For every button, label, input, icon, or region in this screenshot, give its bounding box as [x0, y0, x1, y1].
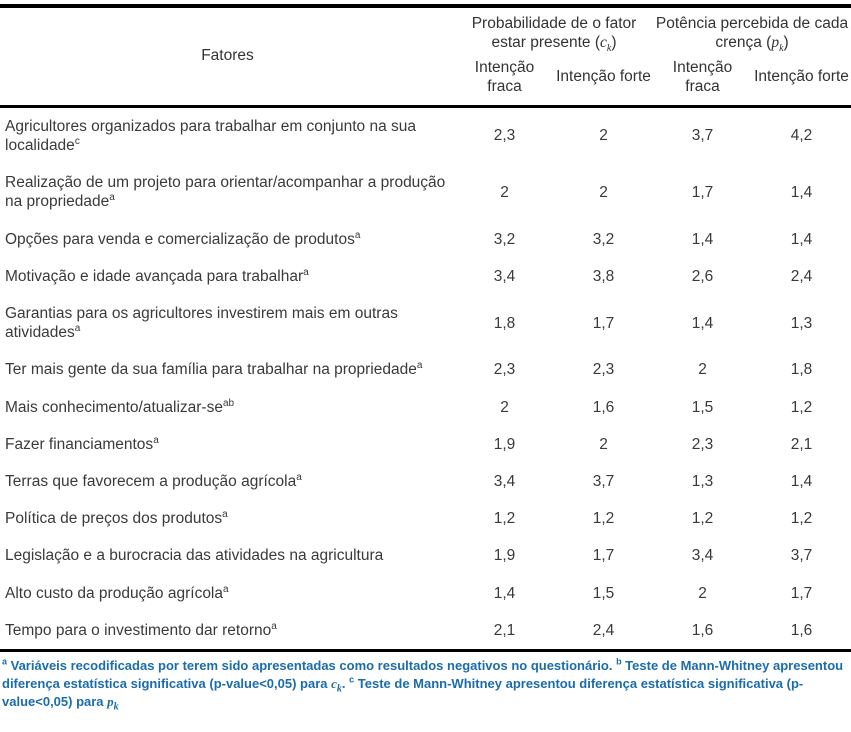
table-row [0, 221, 851, 258]
table-row [0, 351, 851, 388]
table-row [0, 575, 851, 612]
factor-label: Ter mais gente da sua família para trabalhar na propriedade$^a$ [5, 360, 423, 379]
value-cell: 1,7 [790, 584, 813, 602]
value-cell: 1,7 [592, 314, 615, 332]
table-row [0, 258, 851, 295]
factor-label: Realização de um projeto para orientar/acompanhar a produção na propriedade$^a$ [5, 174, 446, 211]
value-cell: 1,6 [592, 398, 615, 416]
factor-footnote-marker: c [74, 135, 80, 147]
table-row [0, 295, 851, 351]
group2-text: Potência percebida de cada crença ( [655, 15, 849, 51]
value-cell: 3,7 [790, 547, 813, 565]
value-cell: 1,4 [493, 584, 516, 602]
sub-header-weak-intention-c: Intenção fraca [474, 58, 535, 95]
value-cell: 1,2 [790, 398, 813, 416]
value-cell: 1,5 [691, 398, 714, 416]
group1-close: ) [611, 33, 617, 51]
value-cell: 2 [599, 127, 608, 145]
table-row [0, 500, 851, 537]
value-cell: 2,3 [493, 127, 516, 145]
value-cell: 3,7 [691, 127, 714, 145]
beliefs-table [0, 4, 851, 652]
group1-text: Probabilidade de o fator estar presente ( [471, 15, 637, 51]
factor-label: Fazer financiamentos$^a$ [5, 434, 159, 453]
value-cell: 1,6 [691, 621, 714, 639]
value-cell: 1,3 [691, 473, 714, 491]
value-cell: 1,4 [691, 230, 714, 248]
table-row [0, 106, 851, 164]
value-cell: 2 [500, 183, 509, 201]
factor-footnote-marker: a [109, 192, 115, 204]
table-row [0, 463, 851, 500]
factor-label: Garantias para os agricultores investirem mais em outras atividades$^a$ [5, 304, 398, 342]
value-cell: 1,4 [790, 473, 813, 491]
factor-label: Agricultores organizados para trabalhar em conjunto na sua localidade$^c$ [5, 117, 416, 154]
table-body [0, 106, 851, 651]
value-cell: 2,3 [592, 361, 615, 379]
sub-header-strong-intention-p: Intenção forte [754, 68, 849, 86]
value-cell: 3,4 [493, 473, 516, 491]
factor-footnote-marker: a [74, 323, 81, 334]
value-cell: 1,2 [592, 510, 615, 528]
factor-footnote-marker: a [303, 266, 309, 278]
factor-label: Opções para venda e comercialização de produtos$^a$ [5, 229, 361, 248]
group-header-potency [653, 6, 851, 55]
factor-footnote-marker: a [222, 509, 228, 521]
factor-label: Alto custo da produção agrícola$^a$ [5, 583, 229, 602]
value-cell: 1,5 [592, 584, 615, 602]
factor-label: Legislação e a burocracia das atividades na agricultura [5, 547, 384, 565]
factor-footnote-marker: a [354, 229, 361, 241]
group2-symbol: p [771, 33, 780, 51]
value-cell: 2,4 [790, 267, 813, 285]
value-cell: 2 [500, 398, 509, 416]
value-cell: 1,4 [691, 314, 714, 332]
group-header-row [0, 6, 851, 55]
factor-label: Tempo para o investimento dar retorno$^a$ [5, 620, 277, 639]
value-cell: 2 [599, 183, 608, 201]
factor-footnote-marker: a [296, 471, 302, 483]
sub-header-strong-intention-c: Intenção forte [556, 68, 651, 86]
value-cell: 2 [698, 361, 707, 379]
value-cell: 3,7 [592, 473, 615, 491]
value-cell: 2,1 [790, 435, 813, 453]
group2-subscript: k [779, 43, 784, 54]
value-cell: 1,2 [691, 510, 714, 528]
sub-header-weak-intention-p: Intenção fraca [672, 58, 733, 95]
value-cell: 1,2 [790, 510, 813, 528]
value-cell: 1,6 [790, 621, 813, 639]
factor-label: Política de preços dos produtos$^a$ [5, 509, 228, 528]
value-cell: 2,3 [691, 435, 714, 453]
group1-subscript: k [606, 43, 612, 54]
value-cell: 3,2 [493, 230, 516, 248]
value-cell: 3,4 [493, 267, 516, 285]
group2-close: ) [783, 33, 789, 51]
factors-column-header: Fatores [201, 46, 254, 64]
factor-footnote-marker: a [223, 583, 229, 595]
table-row [0, 389, 851, 426]
value-cell: 2,1 [493, 621, 516, 639]
value-cell: 1,4 [790, 230, 813, 248]
value-cell: 1,9 [493, 435, 516, 453]
value-cell: 1,8 [493, 314, 516, 332]
value-cell: 3,2 [592, 230, 615, 248]
factor-footnote-marker: a [153, 434, 159, 446]
table-row [0, 612, 851, 651]
group-header-probability [455, 6, 653, 55]
value-cell: 1,7 [592, 547, 615, 565]
value-cell: 1,9 [493, 547, 516, 565]
value-cell: 4,2 [790, 127, 813, 145]
table-row [0, 537, 851, 574]
value-cell: 2 [698, 584, 707, 602]
value-cell: 1,7 [691, 183, 714, 201]
value-cell: 2,4 [592, 621, 615, 639]
value-cell: 2 [599, 435, 608, 453]
value-cell: 1,4 [790, 183, 813, 201]
value-cell: 2,3 [493, 361, 516, 379]
table-header [0, 6, 851, 106]
factor-label: Motivação e idade avançada para trabalhar$^a$ [5, 266, 309, 285]
value-cell: 3,4 [691, 547, 714, 565]
factor-footnote-marker: a [416, 360, 423, 372]
factor-label: Mais conhecimento/$atualizar-se^{ab}$ [5, 397, 235, 416]
factor-label: Terras que favorecem a produção agrícola$^a$ [5, 471, 302, 491]
value-cell: 1,3 [790, 314, 813, 332]
footnotes: $^a$ Variáveis recodificadas por terem sido apresentadas como resultados negativos no questionário. $^b$ Teste de Mann-Whitney apresentou diferença estatística significativa (p-value<0,05) para $c_k$. $^c$ Teste de Mann-Whitney apresentou diferença estatística significativa (p-value<0,05) para $p_k$ [2, 656, 844, 713]
table-row [0, 426, 851, 463]
value-cell: 2,6 [691, 267, 714, 285]
value-cell: 1,8 [790, 361, 813, 379]
factor-footnote-marker: ab [222, 397, 235, 409]
factor-footnote-marker: a [271, 620, 277, 632]
value-cell: 3,8 [592, 267, 615, 285]
group1-symbol: c [600, 33, 607, 51]
value-cell: 1,2 [493, 510, 516, 528]
table-row [0, 164, 851, 220]
